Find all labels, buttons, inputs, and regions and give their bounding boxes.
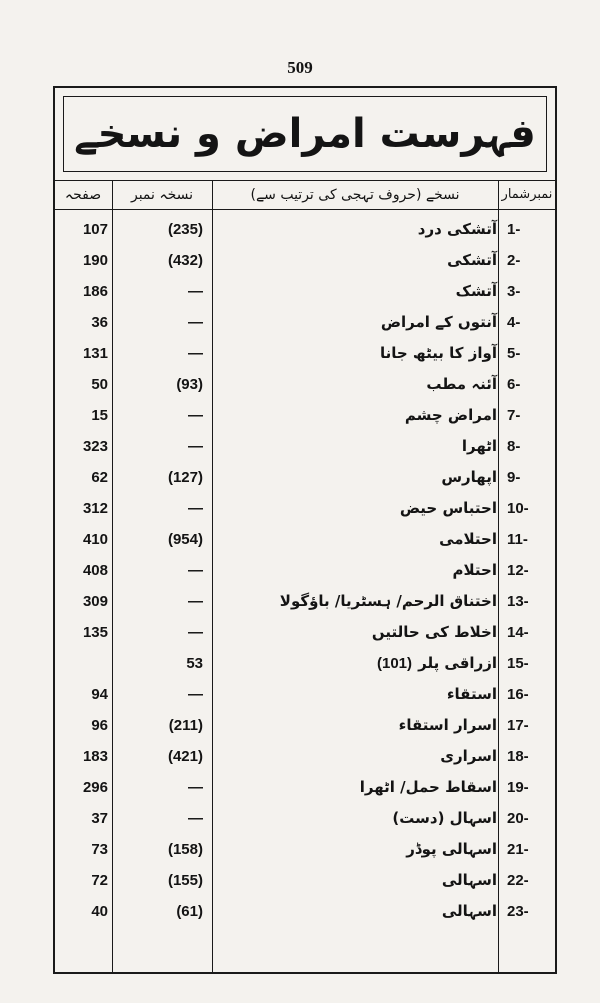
table-row: [55, 896, 555, 927]
row-page: 131: [82, 345, 108, 362]
row-nuskha-number: —: [188, 314, 203, 331]
row-name: اپھارس: [441, 468, 497, 486]
header-serial: نمبرشمار: [501, 187, 553, 202]
row-name: آتشک: [455, 282, 497, 300]
row-page: 186: [82, 283, 108, 300]
row-page: 50: [91, 376, 108, 393]
row-nuskha-number: —: [188, 624, 203, 641]
row-nuskha-number: (211): [168, 717, 203, 734]
row-page: 408: [82, 562, 108, 579]
row-page: 135: [82, 624, 108, 641]
row-page: 312: [82, 500, 108, 517]
row-nuskha-number: —: [188, 562, 203, 579]
row-nuskha-number: (127): [167, 469, 203, 486]
row-nuskha-number: —: [188, 438, 203, 455]
table-header: [55, 180, 555, 210]
table-row: [55, 493, 555, 524]
row-page: 94: [91, 686, 108, 703]
row-nuskha-number: —: [188, 283, 203, 300]
row-nuskha-number: —: [188, 686, 203, 703]
row-nuskha-number: —: [188, 407, 203, 424]
row-name: اختناق الرحم/ ہسٹریا/ باؤگولا: [279, 592, 497, 610]
table-row: [55, 400, 555, 431]
table-row: [55, 276, 555, 307]
row-name: آئنہ مطب: [426, 375, 497, 393]
page-number: 509: [287, 58, 313, 77]
table-row: [55, 803, 555, 834]
row-nuskha-number: (93): [176, 376, 203, 393]
table-row: [55, 214, 555, 245]
row-page: 72: [91, 872, 108, 889]
row-name: اٹھرا: [461, 437, 497, 455]
row-page: 107: [82, 221, 108, 238]
table-row: [55, 772, 555, 803]
row-serial: 18-: [507, 748, 529, 765]
row-serial: 19-: [507, 779, 529, 796]
row-serial: 22-: [507, 872, 529, 889]
row-name: اسراری: [440, 747, 497, 765]
row-name: آتشکی: [447, 251, 497, 269]
row-name: اسہال (دست): [392, 809, 497, 827]
row-page: 96: [91, 717, 108, 734]
row-name: اسرار استقاء: [398, 716, 497, 734]
title-box: [63, 96, 547, 172]
row-name: آواز کا بیٹھ جانا: [379, 344, 497, 362]
row-serial: 5-: [507, 345, 521, 362]
row-page: 183: [82, 748, 108, 765]
table-row: [55, 710, 555, 741]
row-serial: 10-: [507, 500, 529, 517]
table-row: [55, 524, 555, 555]
row-name: احتلام: [452, 561, 497, 579]
row-page: 62: [91, 469, 108, 486]
row-name: آتشکی درد: [417, 220, 497, 238]
row-extra: (101): [377, 655, 413, 672]
table-row: [55, 555, 555, 586]
row-name: آنتوں کے امراض: [380, 313, 497, 331]
row-serial: 1-: [507, 221, 521, 238]
row-serial: 7-: [507, 407, 521, 424]
row-nuskha-number: (61): [176, 903, 203, 920]
table-row: [55, 462, 555, 493]
row-nuskha-number: (421): [167, 748, 203, 765]
table-row: [55, 834, 555, 865]
row-serial: 15-: [507, 655, 529, 672]
row-name: اسقاط حمل/ اٹھرا: [359, 778, 497, 796]
row-name: اسہالی: [441, 871, 497, 889]
row-nuskha-number: (158): [167, 841, 203, 858]
table-row: [55, 431, 555, 462]
row-name: استقاء: [446, 685, 497, 703]
table-row: [55, 245, 555, 276]
header-nuskha-number: نسخہ نمبر: [130, 187, 193, 203]
row-serial: 6-: [507, 376, 521, 393]
table-row: [55, 586, 555, 617]
row-nuskha-number: (954): [167, 531, 203, 548]
row-name: احتلامی: [439, 530, 497, 548]
row-serial: 12-: [507, 562, 529, 579]
row-page: 190: [82, 252, 108, 269]
row-serial: 4-: [507, 314, 521, 331]
row-name: اسہالی پوڈر: [406, 840, 497, 858]
row-nuskha-number: —: [188, 500, 203, 517]
row-serial: 9-: [507, 469, 521, 486]
row-page: 73: [91, 841, 108, 858]
row-name: امراض چشم: [404, 406, 497, 424]
row-serial: 20-: [507, 810, 529, 827]
row-nuskha-number: (432): [167, 252, 203, 269]
row-serial: 2-: [507, 252, 521, 269]
table-row: [55, 307, 555, 338]
row-name: اخلاط کی حالتیں: [371, 623, 497, 641]
row-page: 40: [91, 903, 108, 920]
row-serial: 21-: [507, 841, 529, 858]
row-serial: 13-: [507, 593, 529, 610]
row-nuskha-number: —: [188, 345, 203, 362]
row-serial: 16-: [507, 686, 529, 703]
page-title: فہرست امراض و نسخے: [74, 111, 536, 157]
row-nuskha-number: —: [188, 810, 203, 827]
header-safha: صفحہ: [64, 187, 102, 203]
row-page: 410: [82, 531, 108, 548]
table-row: [55, 648, 555, 679]
row-name: ازراقی پلر: [418, 654, 497, 672]
row-nuskha-number: (235): [167, 221, 203, 238]
row-page: 309: [82, 593, 108, 610]
row-serial: 8-: [507, 438, 521, 455]
header-nuskhe: نسخے (حروف تہجی کی ترتیب سے): [250, 187, 460, 203]
table-row: [55, 617, 555, 648]
row-serial: 3-: [507, 283, 521, 300]
row-name: اسہالی: [441, 902, 497, 920]
row-page: 37: [91, 810, 108, 827]
row-nuskha-number: —: [188, 593, 203, 610]
index-table: [53, 86, 557, 974]
row-page: [55, 648, 111, 679]
row-serial: 14-: [507, 624, 529, 641]
table-row: [55, 338, 555, 369]
table-row: [55, 369, 555, 400]
row-name: احتباس حیض: [399, 499, 497, 517]
table-row: [55, 679, 555, 710]
row-nuskha-number: 53: [186, 655, 203, 672]
row-nuskha-number: —: [188, 779, 203, 796]
row-serial: 17-: [507, 717, 529, 734]
row-serial: 23-: [507, 903, 529, 920]
row-page: 323: [82, 438, 108, 455]
row-serial: 11-: [507, 531, 528, 548]
table-row: [55, 741, 555, 772]
row-nuskha-number: (155): [167, 872, 203, 889]
table-row: [55, 865, 555, 896]
row-page: 15: [91, 407, 108, 424]
row-page: 36: [91, 314, 108, 331]
row-page: 296: [82, 779, 108, 796]
